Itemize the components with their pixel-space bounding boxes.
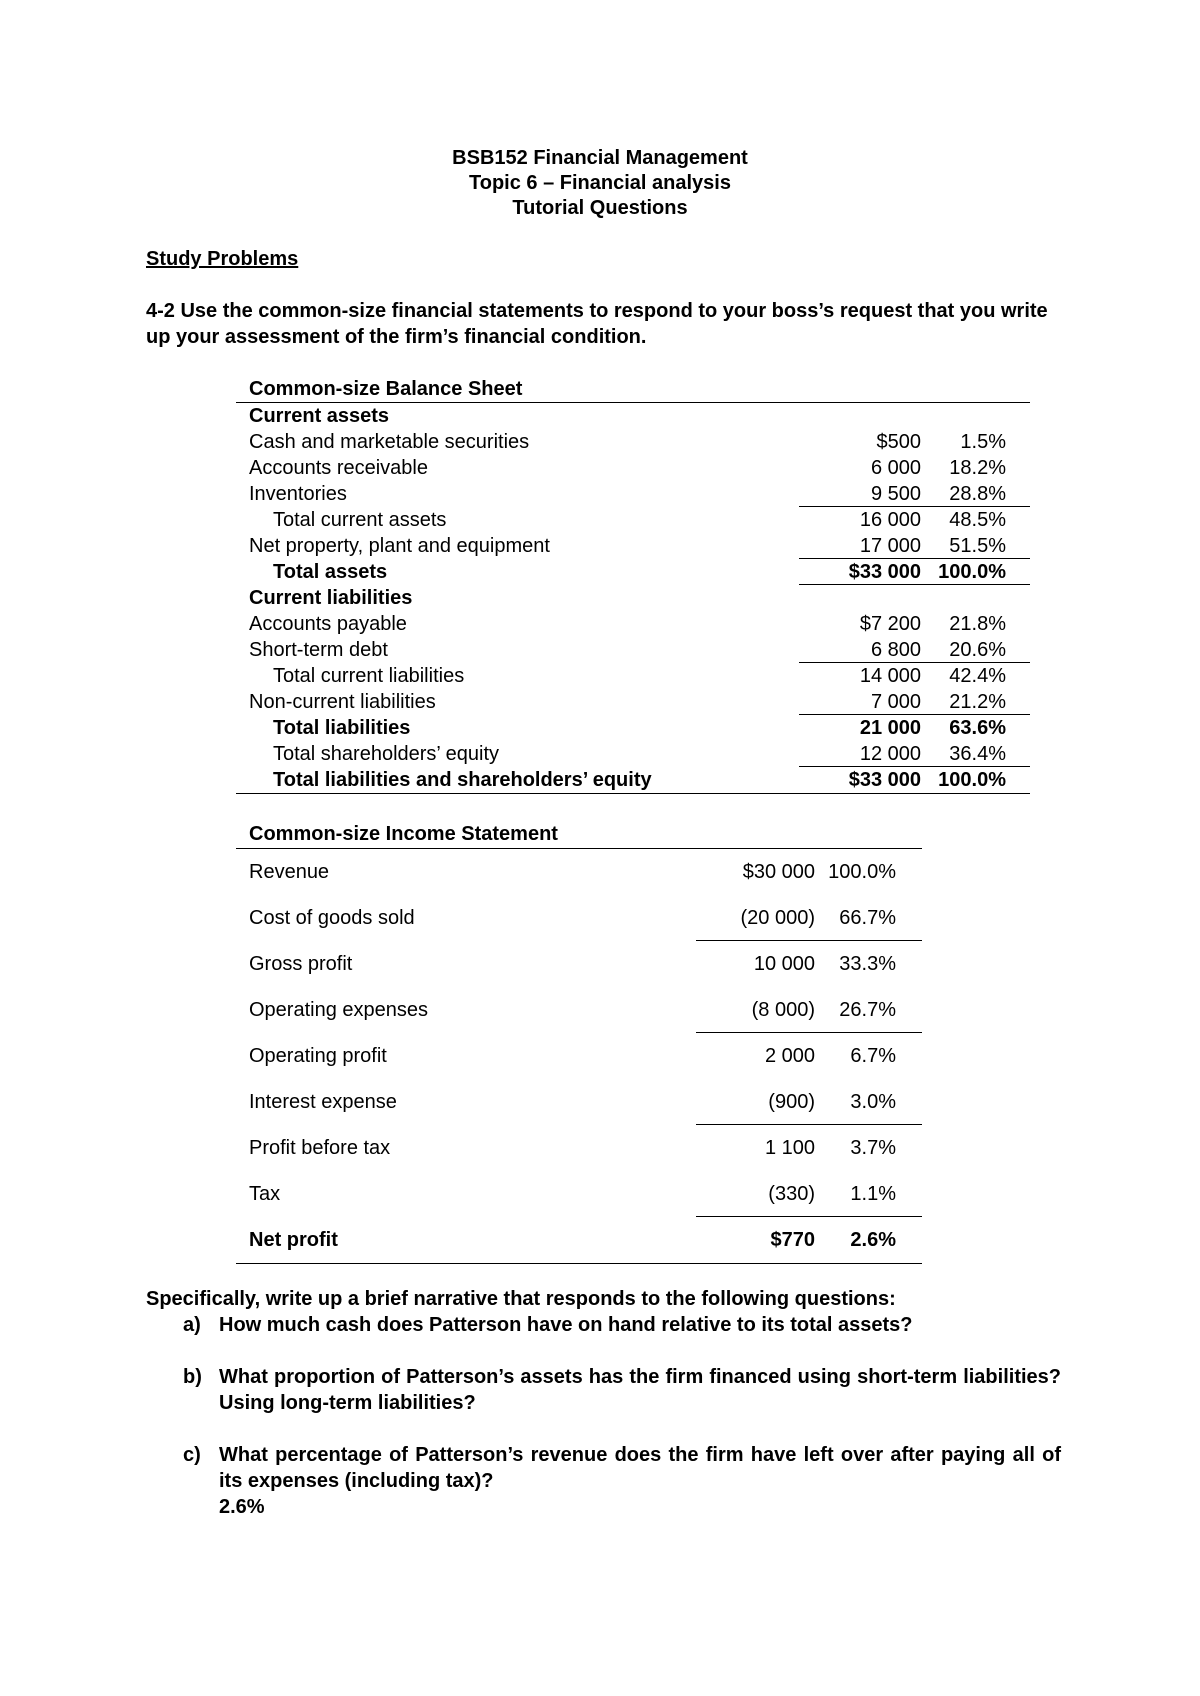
row-label: Non-current liabilities [249,691,436,713]
row-label: Total assets [273,561,388,583]
row-percent: 51.5% [949,535,1006,557]
questions-intro: Specifically, write up a brief narrative that responds to the following questions: [146,1288,896,1310]
row-label: Cost of goods sold [249,907,415,929]
table-row [236,533,1030,559]
section-title: Study Problems [146,248,299,270]
row-label: Gross profit [249,953,353,975]
table-row [236,455,1030,481]
row-label: Accounts payable [249,613,407,635]
row-percent: 66.7% [839,907,896,929]
row-percent: 21.8% [949,613,1006,635]
row-amount: $500 [876,431,921,453]
row-amount: 12 000 [859,743,921,765]
question-a [146,1312,1061,1338]
row-percent: 18.2% [949,457,1006,479]
question-text: 4-2 Use the common-size financial statements to respond to your boss’s request that you write up your assessment of the firm’s financial condition. [146,300,1048,348]
row-label: Profit before tax [249,1137,391,1159]
income-statement-title: Common-size Income Statement [236,820,922,849]
row-amount: 21 000 [859,717,921,739]
table-row [236,403,1030,429]
table-row [236,429,1030,455]
row-amount: 10 000 [753,953,815,975]
row-percent: 63.6% [949,717,1006,739]
row-percent: 28.8% [949,483,1006,505]
row-percent: 100.0% [938,769,1006,791]
table-row [236,741,1030,767]
row-percent: 1.1% [850,1183,896,1205]
question-letter: b) [183,1366,202,1388]
row-percent: 2.6% [850,1229,896,1251]
row-percent: 36.4% [949,743,1006,765]
question-letter: c) [183,1444,201,1466]
row-amount: 7 000 [870,691,921,713]
table-row [236,1171,922,1217]
table-row [236,663,1030,689]
row-label: Operating expenses [249,999,429,1021]
table-row [236,585,1030,611]
question-c [146,1442,1061,1494]
row-percent: 3.0% [850,1091,896,1113]
row-percent: 33.3% [839,953,896,975]
row-amount: (900) [768,1091,815,1113]
row-percent: 42.4% [949,665,1006,687]
row-label: Current assets [249,405,390,427]
table-row [236,1217,922,1264]
row-label: Inventories [249,483,347,505]
row-label: Short-term debt [249,639,388,661]
course-title: BSB152 Financial Management [452,147,748,169]
row-amount: $33 000 [848,769,921,791]
row-label: Net property, plant and equipment [249,535,550,557]
question-text: What proportion of Patterson’s assets has the firm financed using short-term liabilities? Using long-term liabilities? [219,1366,1061,1414]
row-amount: 16 000 [859,509,921,531]
row-label: Accounts receivable [249,457,428,479]
table-row [236,715,1030,741]
table-row [236,559,1030,585]
income-statement-table [236,820,922,1264]
row-percent: 20.6% [949,639,1006,661]
row-percent: 1.5% [960,431,1006,453]
row-amount: 17 000 [859,535,921,557]
table-row [236,611,1030,637]
row-amount: $770 [770,1229,815,1251]
row-amount: (330) [768,1183,815,1205]
row-label: Total shareholders’ equity [273,743,500,765]
row-label: Interest expense [249,1091,397,1113]
row-amount: (8 000) [751,999,815,1021]
balance-sheet-title: Common-size Balance Sheet [236,376,1030,403]
row-percent: 21.2% [949,691,1006,713]
row-amount: 6 800 [870,639,921,661]
questions-block [146,1286,1061,1520]
table-row [236,637,1030,663]
table-row [236,1033,922,1079]
table-row [236,481,1030,507]
question-text: What percentage of Patterson’s revenue does the firm have left over after paying all of its expenses (including tax)? [219,1444,1061,1492]
row-amount: (20 000) [740,907,815,929]
row-label: Cash and marketable securities [249,431,530,453]
row-label: Total current assets [273,509,447,531]
row-amount: 14 000 [859,665,921,687]
balance-sheet-table [236,376,1030,794]
table-row [236,1079,922,1125]
question-letter: a) [183,1314,201,1336]
row-percent: 48.5% [949,509,1006,531]
row-label: Net profit [249,1229,338,1251]
row-amount: 6 000 [870,457,921,479]
row-percent: 100.0% [938,561,1006,583]
table-row [236,987,922,1033]
table-row [236,689,1030,715]
tutorial-title: Tutorial Questions [512,197,688,219]
row-amount: 1 100 [764,1137,815,1159]
row-amount: 9 500 [870,483,921,505]
row-label: Tax [249,1183,281,1205]
table-row [236,895,922,941]
answer-c: 2.6% [219,1496,265,1518]
row-label: Total liabilities [273,717,411,739]
row-amount: $30 000 [742,861,815,883]
row-percent: 26.7% [839,999,896,1021]
table-row [236,507,1030,533]
row-percent: 6.7% [850,1045,896,1067]
table-row [236,849,922,895]
row-percent: 100.0% [828,861,896,883]
question-b [146,1364,1061,1416]
table-row [236,767,1030,794]
table-row [236,1125,922,1171]
row-percent: 3.7% [850,1137,896,1159]
row-label: Total liabilities and shareholders’ equity [273,769,652,791]
topic-title: Topic 6 – Financial analysis [469,172,731,194]
row-label: Total current liabilities [273,665,465,687]
row-amount: 2 000 [764,1045,815,1067]
row-amount: $33 000 [848,561,921,583]
row-amount: $7 200 [859,613,921,635]
question-text: How much cash does Patterson have on hand relative to its total assets? [219,1314,913,1336]
table-row [236,941,922,987]
row-label: Revenue [249,861,330,883]
row-label: Current liabilities [249,587,413,609]
row-label: Operating profit [249,1045,387,1067]
